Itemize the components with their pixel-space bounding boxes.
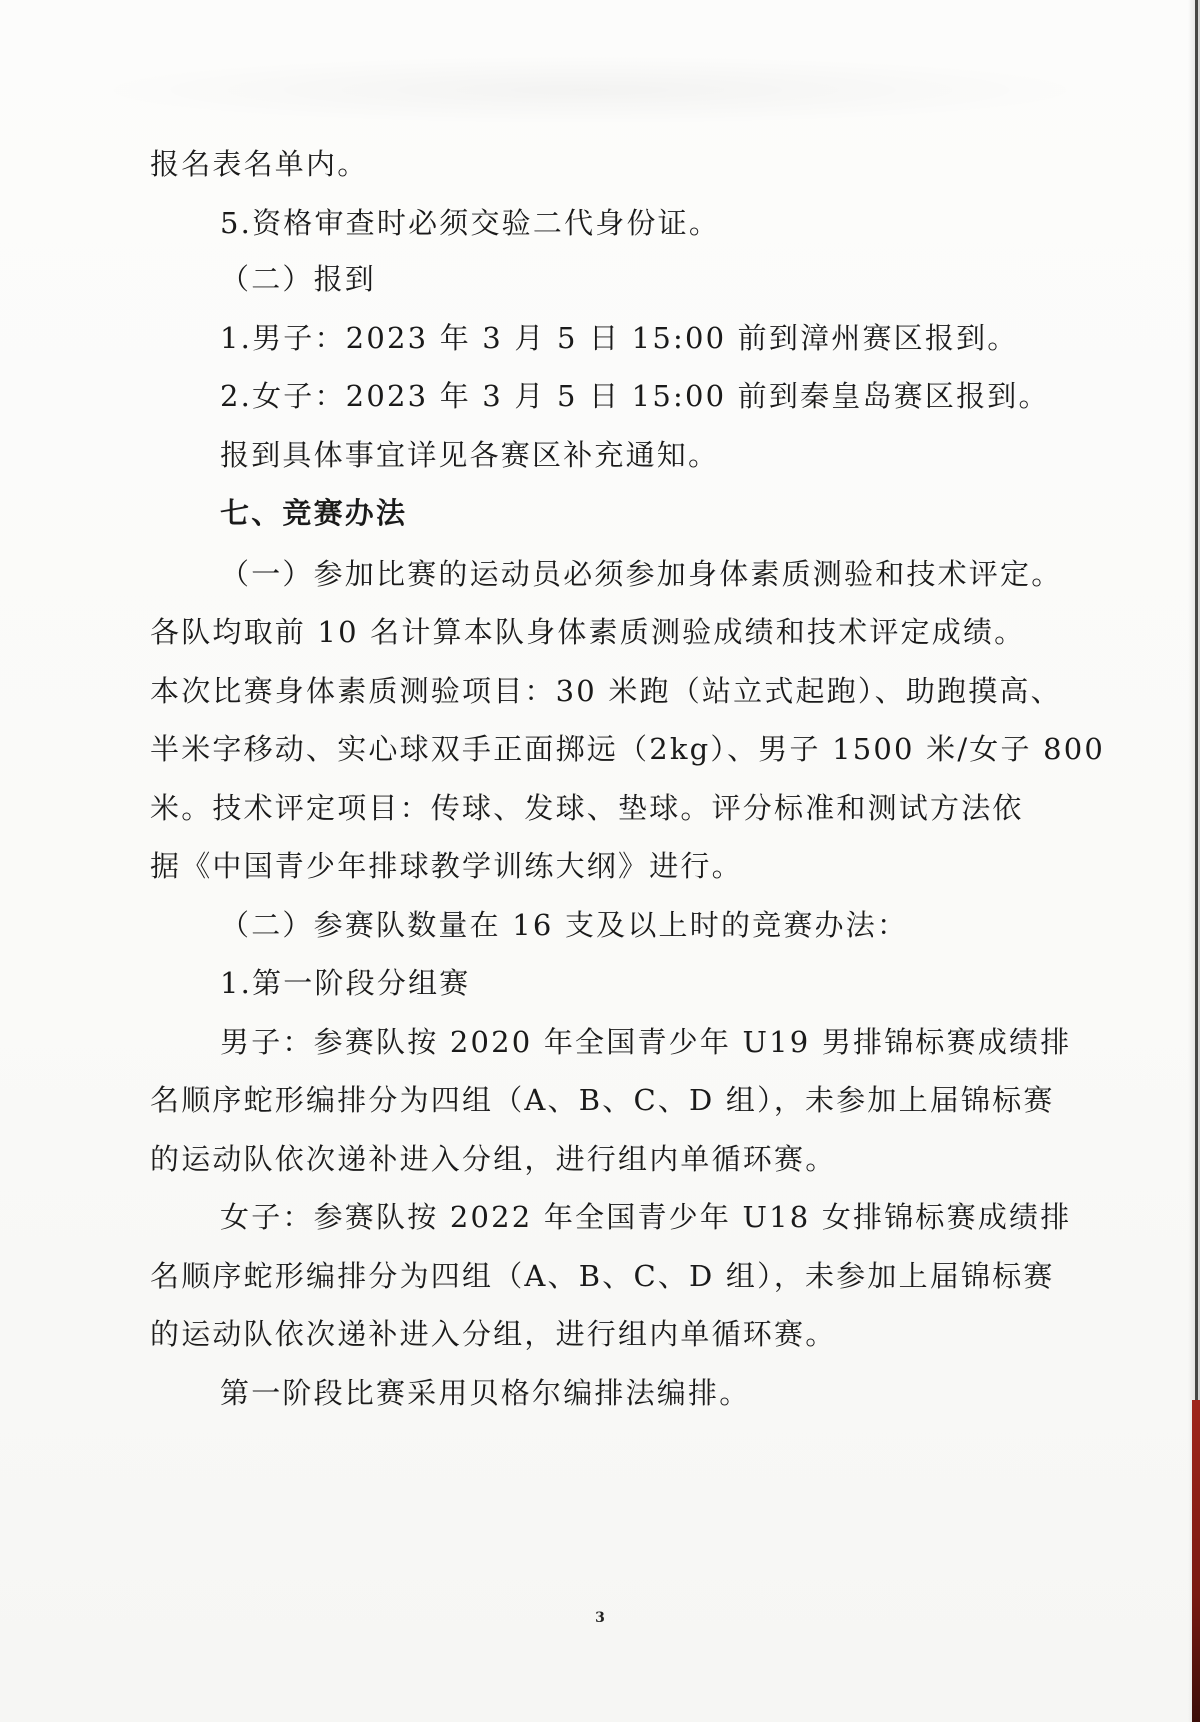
section-subheading: （二）报到 [220, 262, 377, 296]
paragraph-line: 1.男子：2023 年 3 月 5 日 15:00 前到漳州赛区报到。 [220, 321, 1019, 355]
paragraph-line: 报到具体事宜详见各赛区补充通知。 [220, 438, 720, 472]
paragraph-line: 报名表名单内。 [150, 147, 369, 181]
paragraph-line: 的运动队依次递补进入分组，进行组内单循环赛。 [150, 1317, 837, 1351]
paragraph-line: 第一阶段比赛采用贝格尔编排法编排。 [220, 1376, 751, 1410]
paragraph-line: （一）参加比赛的运动员必须参加身体素质测验和技术评定。 [220, 557, 1063, 591]
section-subheading: （二）参赛队数量在 16 支及以上时的竞赛办法： [220, 908, 909, 942]
paragraph-line: 米。技术评定项目：传球、发球、垫球。评分标准和测试方法依 [150, 791, 1024, 825]
paragraph-line: 男子：参赛队按 2020 年全国青少年 U19 男排锦标赛成绩排 [220, 1025, 1072, 1059]
paragraph-line: 5.资格审查时必须交验二代身份证。 [220, 206, 721, 240]
paragraph-line: 名顺序蛇形编排分为四组（A、B、C、D 组），未参加上届锦标赛 [150, 1259, 1055, 1293]
paragraph-line: 半米字移动、实心球双手正面掷远（2kg）、男子 1500 米/女子 800 [150, 732, 1106, 766]
paragraph-line: 1.第一阶段分组赛 [220, 966, 471, 1000]
paragraph-line: 各队均取前 10 名计算本队身体素质测验成绩和技术评定成绩。 [150, 615, 1026, 649]
paragraph-line: 2.女子：2023 年 3 月 5 日 15:00 前到秦皇岛赛区报到。 [220, 379, 1050, 413]
paragraph-line: 名顺序蛇形编排分为四组（A、B、C、D 组），未参加上届锦标赛 [150, 1083, 1055, 1117]
paragraph-line: 本次比赛身体素质测验项目：30 米跑（站立式起跑）、助跑摸高、 [150, 674, 1062, 708]
paragraph-line: 据《中国青少年排球教学训练大纲》进行。 [150, 849, 743, 883]
paragraph-line: 的运动队依次递补进入分组，进行组内单循环赛。 [150, 1142, 837, 1176]
page-edge-red-strip [1192, 1400, 1200, 1722]
paragraph-line: 女子：参赛队按 2022 年全国青少年 U18 女排锦标赛成绩排 [220, 1200, 1072, 1234]
page-number: 3 [595, 1610, 605, 1626]
section-heading: 七、竞赛办法 [220, 496, 408, 530]
